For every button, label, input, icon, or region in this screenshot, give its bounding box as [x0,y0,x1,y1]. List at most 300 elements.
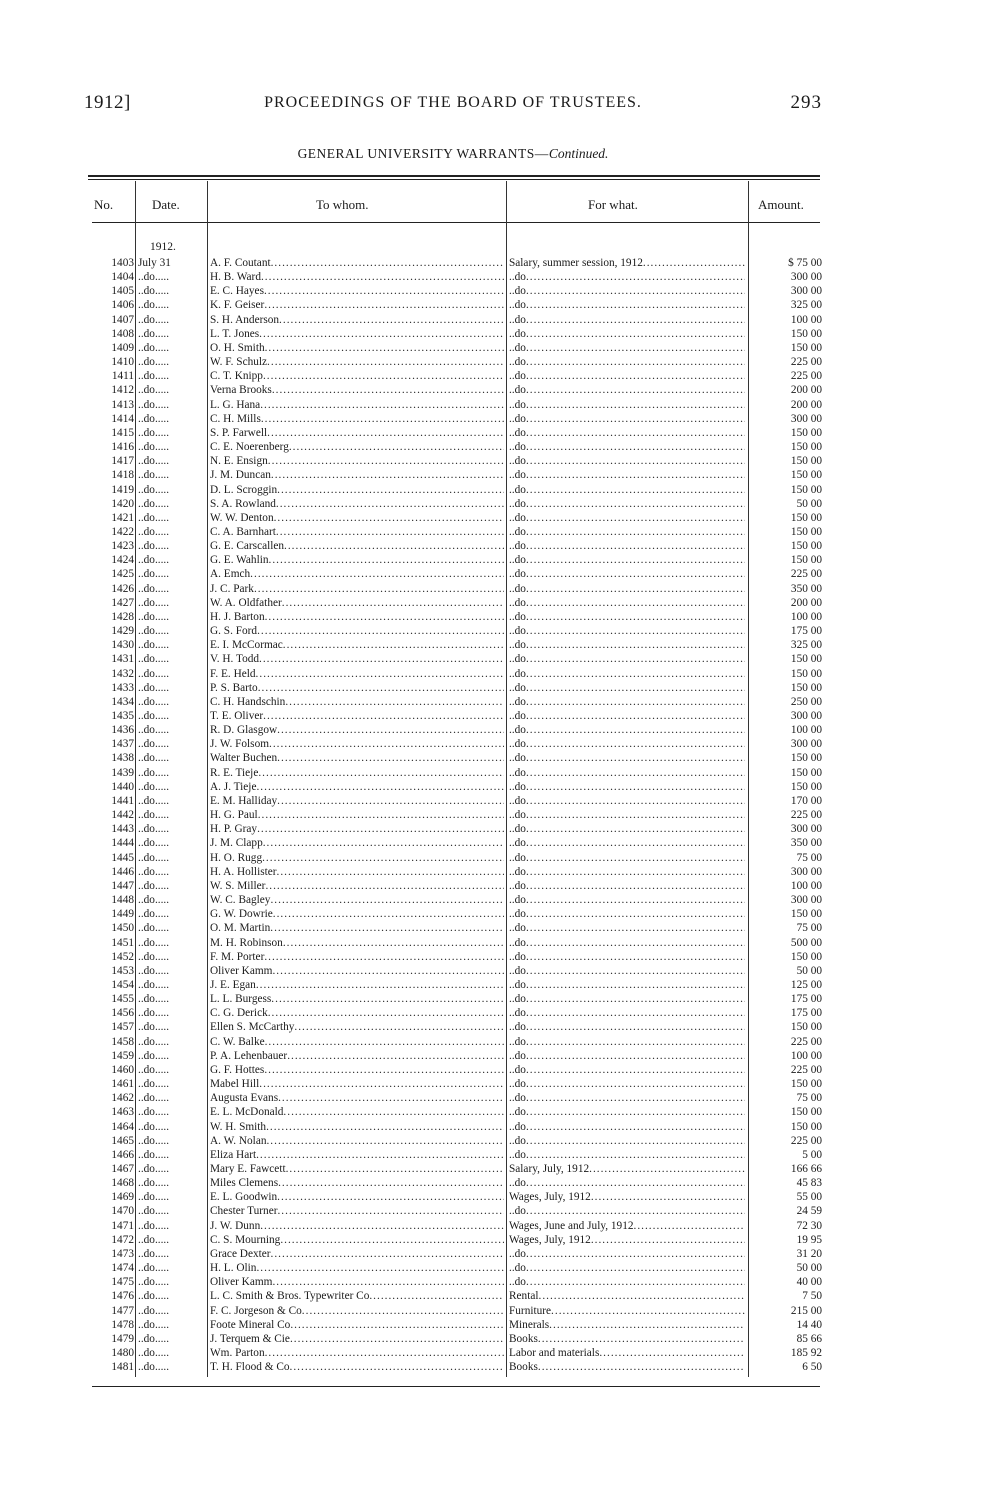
cell-to-whom-text: Oliver Kamm [210,964,273,977]
dot-leader [258,681,504,695]
table-row [0,1148,986,1162]
cell-to-whom-text: W. S. Miller [210,879,266,892]
cell-to-whom [210,1035,504,1049]
cell-date: ..do..... [138,752,170,765]
cell-for-what [509,1247,745,1261]
cell-for-what-text: Wages, June and July, 1912 [509,1219,634,1232]
cell-for-what-text: ..do [509,964,526,977]
cell-to-whom-text: G. F. Hottes [210,1063,265,1076]
cell-to-whom [210,808,504,822]
table-row [0,454,986,468]
dot-leader [265,341,504,355]
cell-date: ..do..... [138,1092,170,1105]
cell-amount: 7 50 [802,1290,822,1303]
cell-warrant-number: 1442 [111,809,134,822]
dot-leader [526,936,745,950]
cell-date: ..do..... [138,554,170,567]
column-header-no: No. [94,197,114,212]
cell-for-what [509,822,745,836]
column-header-to-whom: To whom. [316,197,369,212]
cell-for-what-text: ..do [509,511,526,524]
cell-to-whom-text: L. C. Smith & Bros. Typewriter Co [210,1290,370,1303]
cell-date: ..do..... [138,653,170,666]
cell-for-what [509,1304,745,1318]
cell-date: ..do..... [138,1035,170,1048]
cell-to-whom [210,737,504,751]
cell-for-what-text: ..do [509,851,526,864]
cell-amount: 225 00 [790,1063,822,1076]
cell-for-what-text: ..do [509,554,526,567]
dot-leader [267,355,504,369]
cell-to-whom-text: J. Terquem & Cie [210,1332,290,1345]
cell-warrant-number: 1474 [111,1262,134,1275]
cell-warrant-number: 1464 [111,1120,134,1133]
cell-to-whom-text: M. H. Robinson [210,936,283,949]
cell-for-what-text: ..do [509,540,526,553]
cell-date: ..do..... [138,384,170,397]
cell-warrant-number: 1444 [111,837,134,850]
cell-for-what-text: ..do [509,809,526,822]
cell-date: ..do..... [138,441,170,454]
cell-to-whom [210,978,504,992]
cell-amount: 150 00 [790,554,822,567]
cell-to-whom [210,638,504,652]
dot-leader [256,1148,504,1162]
cell-to-whom-text: A. Emch [210,568,251,581]
cell-to-whom-text: C. H. Handschin [210,695,286,708]
cell-warrant-number: 1404 [111,271,134,284]
table-row [0,426,986,440]
dot-leader [260,1219,504,1233]
cell-to-whom [210,1020,504,1034]
table-row [0,1289,986,1303]
dot-leader [526,780,745,794]
cell-to-whom [210,1275,504,1289]
cell-to-whom [210,1247,504,1261]
table-row [0,652,986,666]
cell-to-whom-text: F. M. Porter [210,950,265,963]
cell-to-whom-text: W. A. Oldfather [210,596,282,609]
cell-for-what [509,298,745,312]
cell-warrant-number: 1478 [111,1318,134,1331]
table-row [0,256,986,270]
cell-date: July 31 [138,257,171,269]
cell-for-what-text: Furniture [509,1304,552,1317]
cell-to-whom [210,1091,504,1105]
cell-for-what [509,539,745,553]
cell-amount: 24 59 [796,1205,822,1218]
dot-leader [526,454,745,468]
cell-to-whom-text: Ellen S. McCarthy [210,1021,295,1034]
cell-for-what [509,1318,745,1332]
cell-to-whom-text: G. S. Ford [210,625,258,638]
table-row [0,1176,986,1190]
cell-for-what [509,582,745,596]
cell-for-what-text: ..do [509,384,526,397]
cell-amount: 185 92 [790,1347,822,1360]
cell-to-whom [210,298,504,312]
cell-date: ..do..... [138,908,170,921]
cell-warrant-number: 1462 [111,1092,134,1105]
table-row [0,313,986,327]
dot-leader [526,468,745,482]
dot-leader [294,1020,504,1034]
cell-date: ..do..... [138,1332,170,1345]
dot-leader [256,667,504,681]
cell-amount: 5 00 [802,1148,822,1161]
table-row [0,964,986,978]
cell-for-what [509,1190,745,1204]
dot-leader [599,1346,745,1360]
cell-date: ..do..... [138,1361,170,1374]
cell-to-whom-text: Eliza Hart [210,1148,257,1161]
dot-leader [256,1261,504,1275]
dot-leader [526,695,745,709]
dot-leader [526,610,745,624]
cell-amount: 100 00 [790,724,822,737]
cell-amount: 300 00 [790,285,822,298]
cell-to-whom-text: H. L. Olin [210,1262,257,1275]
cell-warrant-number: 1435 [111,710,134,722]
cell-to-whom [210,695,504,709]
cell-date: ..do..... [138,285,170,298]
dot-leader [526,497,745,511]
cell-warrant-number: 1479 [111,1332,134,1345]
cell-for-what-text: Labor and materials [509,1347,600,1360]
cell-date: ..do..... [138,398,170,411]
dot-leader [526,737,745,751]
cell-to-whom [210,780,504,794]
cell-to-whom-text: J. M. Clapp [210,837,263,850]
cell-for-what [509,751,745,765]
cell-amount: 150 00 [790,341,822,354]
table-row [0,1332,986,1346]
cell-warrant-number: 1447 [111,879,134,892]
cell-to-whom [210,582,504,596]
cell-amount: 150 00 [790,455,822,468]
table-row [0,582,986,596]
cell-for-what-text: ..do [509,1063,526,1076]
cell-amount: 225 00 [790,1035,822,1048]
cell-amount: 150 00 [790,540,822,553]
dot-leader [259,327,504,341]
dot-leader [526,1105,745,1119]
cell-to-whom-text: J. C. Park [210,582,254,595]
table-row [0,780,986,794]
dot-leader [273,907,504,921]
cell-warrant-number: 1433 [111,681,134,694]
cell-warrant-number: 1480 [111,1347,134,1360]
dot-leader [283,936,504,950]
cell-to-whom-text: G. E. Wahlin [210,554,269,567]
cell-to-whom-text: C. S. Mourning [210,1233,281,1246]
cell-date: ..do..... [138,710,170,722]
dot-leader [526,284,745,298]
cell-to-whom [210,284,504,298]
cell-date: ..do..... [138,540,170,553]
cell-warrant-number: 1419 [111,483,134,496]
dot-leader [302,1304,504,1318]
dot-leader [259,652,504,666]
cell-for-what [509,907,745,921]
dot-leader [263,709,504,723]
dot-leader [256,978,504,992]
cell-warrant-number: 1422 [111,525,134,538]
cell-to-whom-text: C. A. Barnhart [210,525,276,538]
cell-date: ..do..... [138,1007,170,1020]
cell-for-what [509,454,745,468]
table-row [0,1035,986,1049]
dot-leader [526,1176,745,1190]
cell-amount: 100 00 [790,1049,822,1062]
cell-for-what-text: ..do [509,1007,526,1020]
cell-warrant-number: 1409 [111,341,134,354]
cell-warrant-number: 1467 [111,1163,134,1175]
cell-for-what-text: ..do [509,667,526,680]
dot-leader [285,695,504,709]
dot-leader [261,270,504,284]
cell-amount: 166 66 [790,1163,822,1175]
dot-leader [526,751,745,765]
cell-to-whom-text: K. F. Geiser [210,299,265,312]
cell-for-what-text: ..do [509,1247,526,1260]
dot-leader [538,1360,745,1374]
table-row [0,284,986,298]
cell-warrant-number: 1424 [111,554,134,567]
dot-leader [287,1049,504,1063]
cell-to-whom [210,1233,504,1247]
year-label: 1912. [150,241,176,253]
table-row [0,1162,986,1176]
cell-amount: 150 00 [790,511,822,524]
cell-for-what [509,426,745,440]
table-row [0,1006,986,1020]
cell-for-what-text: Rental [509,1290,539,1303]
cell-to-whom [210,596,504,610]
dot-leader [526,327,745,341]
dot-leader [264,298,504,312]
cell-for-what-text: Salary, summer session, 1912 [509,257,643,269]
cell-to-whom-text: Chester Turner [210,1205,278,1218]
cell-warrant-number: 1456 [111,1007,134,1020]
cell-date: ..do..... [138,1177,170,1190]
cell-amount: 225 00 [790,1134,822,1147]
dot-leader [272,1275,504,1289]
cell-to-whom [210,1204,504,1218]
cell-for-what-text: ..do [509,950,526,963]
table-row [0,440,986,454]
cell-to-whom-text: W. C. Bagley [210,894,271,907]
cell-for-what [509,1162,745,1176]
cell-to-whom [210,525,504,539]
cell-to-whom [210,1006,504,1020]
cell-for-what [509,921,745,935]
cell-for-what [509,567,745,581]
cell-for-what [509,1176,745,1190]
cell-for-what-text: ..do [509,653,526,666]
dot-leader [526,553,745,567]
table-row [0,412,986,426]
cell-to-whom [210,667,504,681]
cell-amount: 225 00 [790,568,822,581]
cell-for-what [509,978,745,992]
cell-for-what [509,511,745,525]
cell-for-what-text: ..do [509,327,526,340]
cell-to-whom-text: H. G. Paul [210,809,258,822]
cell-warrant-number: 1452 [111,950,134,963]
cell-to-whom-text: C. H. Mills [210,412,261,425]
cell-warrant-number: 1406 [111,299,134,312]
cell-to-whom [210,426,504,440]
cell-amount: 150 00 [790,653,822,666]
cell-date: ..do..... [138,511,170,524]
cell-for-what [509,270,745,284]
cell-warrant-number: 1439 [111,766,134,779]
column-header-amount: Amount. [758,197,804,212]
cell-amount: 75 00 [796,851,822,864]
dot-leader [274,511,504,525]
cell-to-whom-text: C. G. Derick [210,1007,268,1020]
dot-leader [280,1233,504,1247]
cell-for-what [509,468,745,482]
table-row [0,794,986,808]
cell-for-what-text: ..do [509,1262,526,1275]
cell-date: ..do..... [138,1021,170,1034]
cell-to-whom [210,1063,504,1077]
cell-warrant-number: 1466 [111,1148,134,1161]
cell-amount: 31 20 [796,1247,822,1260]
cell-amount: 175 00 [790,625,822,638]
cell-warrant-number: 1475 [111,1276,134,1289]
table-row [0,638,986,652]
cell-amount: 150 00 [790,752,822,765]
table-row [0,921,986,935]
cell-to-whom-text: Verna Brooks [210,384,272,397]
dot-leader [277,1204,504,1218]
cell-for-what-text: ..do [509,1134,526,1147]
cell-amount: 325 00 [790,639,822,652]
cell-to-whom-text: E. L. Goodwin [210,1191,278,1204]
table-row [0,978,986,992]
cell-for-what [509,497,745,511]
subtitle-main: GENERAL UNIVERSITY WARRANTS— [297,146,549,161]
dot-leader [263,369,504,383]
cell-for-what-text: ..do [509,1106,526,1119]
cell-date: ..do..... [138,356,170,369]
cell-date: ..do..... [138,851,170,864]
dot-leader [551,1304,745,1318]
cell-for-what [509,1346,745,1360]
table-row [0,1304,986,1318]
cell-to-whom [210,851,504,865]
table-row [0,1105,986,1119]
cell-for-what [509,1105,745,1119]
cell-for-what-text: ..do [509,370,526,383]
cell-to-whom [210,1120,504,1134]
cell-warrant-number: 1472 [111,1233,134,1246]
dot-leader [277,723,504,737]
dot-leader [262,851,504,865]
cell-to-whom-text: Oliver Kamm [210,1276,273,1289]
cell-date: ..do..... [138,894,170,907]
dot-leader [283,638,504,652]
dot-leader [268,1006,504,1020]
cell-for-what [509,624,745,638]
cell-to-whom [210,1134,504,1148]
dot-leader [526,921,745,935]
dot-leader [278,1176,504,1190]
cell-date: ..do..... [138,667,170,680]
cell-for-what-text: ..do [509,993,526,1006]
cell-to-whom [210,454,504,468]
dot-leader [265,1346,504,1360]
cell-to-whom [210,355,504,369]
cell-warrant-number: 1425 [111,568,134,581]
cell-amount: 150 00 [790,441,822,454]
table-row [0,383,986,397]
cell-for-what [509,950,745,964]
cell-date: ..do..... [138,1163,170,1175]
cell-to-whom-text: T. H. Flood & Co [210,1361,290,1374]
cell-amount: 300 00 [790,823,822,836]
dot-leader [539,1289,746,1303]
dot-leader [634,1219,746,1233]
dot-leader [290,1360,504,1374]
cell-date: ..do..... [138,525,170,538]
cell-for-what [509,865,745,879]
dot-leader [526,341,745,355]
dot-leader [267,426,504,440]
cell-warrant-number: 1436 [111,724,134,737]
dot-leader [526,836,745,850]
table-row [0,567,986,581]
cell-for-what-text: ..do [509,922,526,935]
dot-leader [271,992,504,1006]
dot-leader [526,483,745,497]
table-row [0,468,986,482]
dot-leader [526,865,745,879]
cell-amount: 125 00 [790,978,822,991]
dot-leader [265,879,504,893]
cell-date: ..do..... [138,1347,170,1360]
cell-warrant-number: 1446 [111,865,134,878]
cell-amount: 500 00 [790,936,822,949]
cell-for-what-text: ..do [509,398,526,411]
dot-leader [526,582,745,596]
dot-leader [284,539,504,553]
cell-to-whom-text: E. M. Halliday [210,794,278,807]
cell-date: ..do..... [138,313,170,326]
cell-to-whom-text: G. E. Carscallen [210,540,285,553]
dot-leader [256,780,504,794]
cell-amount: 50 00 [796,497,822,510]
cell-amount: 75 00 [796,1092,822,1105]
cell-for-what-text: Salary, July, 1912 [509,1163,590,1175]
cell-to-whom [210,313,504,327]
cell-amount: 150 00 [790,1106,822,1119]
cell-for-what-text: ..do [509,1049,526,1062]
dot-leader [526,851,745,865]
cell-to-whom-text: Mabel Hill [210,1078,260,1091]
cell-amount: 350 00 [790,582,822,595]
cell-amount: 75 00 [796,922,822,935]
cell-warrant-number: 1449 [111,908,134,921]
cell-to-whom-text: S. P. Farwell [210,426,268,439]
dot-leader [526,525,745,539]
cell-to-whom-text: N. E. Ensign [210,455,268,468]
table-row [0,483,986,497]
cell-for-what-text: ..do [509,681,526,694]
